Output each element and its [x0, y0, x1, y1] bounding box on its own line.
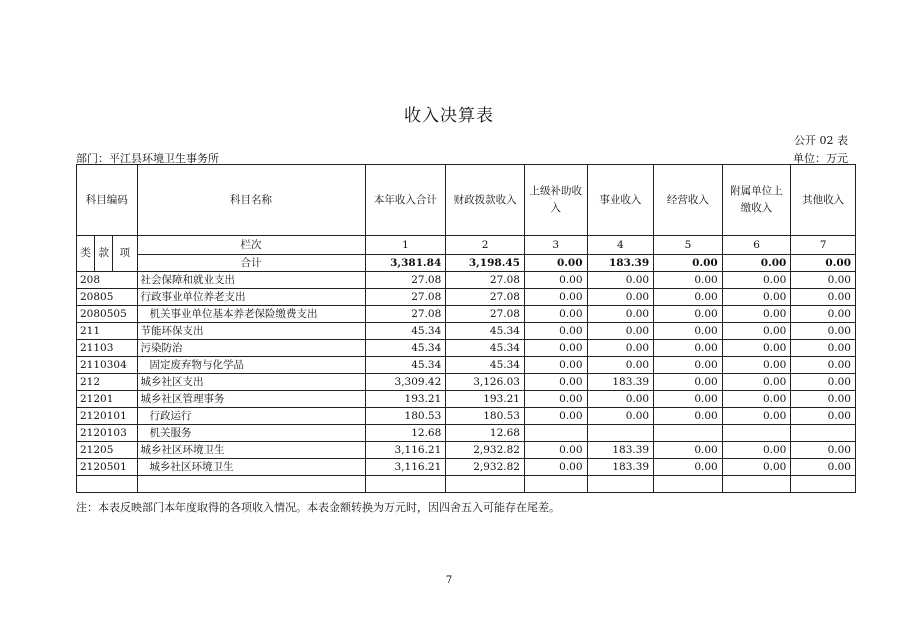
- amount-cell: 0.00: [791, 357, 856, 374]
- amount-cell: 0.00: [654, 289, 723, 306]
- amount-cell: 3,126.03: [446, 374, 525, 391]
- amount-cell: 0.00: [587, 289, 654, 306]
- subject-code: 2120101: [77, 408, 138, 425]
- header-fiscal: 财政拨款收入: [446, 165, 525, 236]
- amount-cell: 0.00: [722, 357, 791, 374]
- amount-cell: 45.34: [365, 323, 446, 340]
- amount-cell: 0.00: [524, 272, 587, 289]
- amount-cell: 0.00: [587, 340, 654, 357]
- amount-cell: 45.34: [446, 357, 525, 374]
- subject-code: 212: [77, 374, 138, 391]
- table-row: [77, 306, 856, 323]
- total-value: 0.00: [722, 255, 791, 272]
- amount-cell: [722, 425, 791, 442]
- subject-code: 211: [77, 323, 138, 340]
- amount-cell: 0.00: [791, 272, 856, 289]
- sub-header-lei: 类: [77, 236, 95, 272]
- amount-cell: 0.00: [654, 306, 723, 323]
- amount-cell: 0.00: [791, 289, 856, 306]
- amount-cell: 0.00: [587, 272, 654, 289]
- amount-cell: [524, 476, 587, 493]
- amount-cell: [722, 476, 791, 493]
- amount-cell: [365, 476, 446, 493]
- amount-cell: 27.08: [365, 306, 446, 323]
- amount-cell: 0.00: [722, 391, 791, 408]
- amount-cell: 45.34: [365, 340, 446, 357]
- total-value: 0.00: [791, 255, 856, 272]
- subject-name: 城乡社区环境卫生: [137, 459, 365, 476]
- amount-cell: 0.00: [722, 442, 791, 459]
- header-total: 本年收入合计: [365, 165, 446, 236]
- amount-cell: 0.00: [587, 357, 654, 374]
- amount-cell: [654, 425, 723, 442]
- amount-cell: 0.00: [791, 323, 856, 340]
- amount-cell: 0.00: [722, 408, 791, 425]
- column-number: 3: [524, 236, 587, 255]
- amount-cell: 0.00: [524, 289, 587, 306]
- amount-cell: 0.00: [654, 408, 723, 425]
- table-row: [77, 391, 856, 408]
- subject-code: [77, 476, 138, 493]
- header-code: 科目编码: [77, 165, 138, 236]
- amount-cell: 0.00: [524, 442, 587, 459]
- column-number: 7: [791, 236, 856, 255]
- total-value: 3,198.45: [446, 255, 525, 272]
- amount-cell: 0.00: [722, 374, 791, 391]
- sub-header-xiang: 项: [113, 236, 137, 272]
- column-number: 5: [654, 236, 723, 255]
- table-row: [77, 442, 856, 459]
- subject-code: 208: [77, 272, 138, 289]
- amount-cell: 0.00: [524, 340, 587, 357]
- header-operating: 经营收入: [654, 165, 723, 236]
- subject-name: 社会保障和就业支出: [137, 272, 365, 289]
- table-row: [77, 476, 856, 493]
- page-title: 收入决算表: [404, 106, 494, 126]
- total-value: 0.00: [524, 255, 587, 272]
- form-code: 公开 02 表: [794, 134, 848, 147]
- amount-cell: 0.00: [587, 408, 654, 425]
- amount-cell: 3,116.21: [365, 442, 446, 459]
- amount-cell: [791, 425, 856, 442]
- amount-cell: 0.00: [524, 357, 587, 374]
- amount-cell: 0.00: [587, 391, 654, 408]
- amount-cell: 0.00: [791, 459, 856, 476]
- sub-header-kuan: 款: [95, 236, 113, 272]
- amount-cell: 27.08: [365, 289, 446, 306]
- amount-cell: 0.00: [654, 272, 723, 289]
- header-name: 科目名称: [137, 165, 365, 236]
- subject-code: 21103: [77, 340, 138, 357]
- amount-cell: [524, 425, 587, 442]
- amount-cell: 0.00: [791, 306, 856, 323]
- header-business: 事业收入: [587, 165, 654, 236]
- amount-cell: [791, 476, 856, 493]
- amount-cell: 0.00: [587, 323, 654, 340]
- header-other: 其他收入: [791, 165, 856, 236]
- amount-cell: 183.39: [587, 374, 654, 391]
- amount-cell: 27.08: [446, 306, 525, 323]
- amount-cell: 193.21: [365, 391, 446, 408]
- subject-code: 2120501: [77, 459, 138, 476]
- amount-cell: 0.00: [791, 391, 856, 408]
- lanci-label: 栏次: [137, 236, 365, 255]
- subject-code: 21201: [77, 391, 138, 408]
- column-number: 1: [365, 236, 446, 255]
- header-row: [77, 165, 856, 236]
- amount-cell: 45.34: [365, 357, 446, 374]
- column-number: 6: [722, 236, 791, 255]
- amount-cell: 0.00: [524, 408, 587, 425]
- total-value: 0.00: [654, 255, 723, 272]
- amount-cell: 183.39: [587, 459, 654, 476]
- subject-name: 城乡社区环境卫生: [137, 442, 365, 459]
- table-row: [77, 425, 856, 442]
- table-row: [77, 459, 856, 476]
- amount-cell: [654, 476, 723, 493]
- total-value: 183.39: [587, 255, 654, 272]
- department-label: 部门：平江县环境卫生事务所: [76, 152, 219, 165]
- amount-cell: 45.34: [446, 340, 525, 357]
- amount-cell: 0.00: [654, 391, 723, 408]
- amount-cell: 0.00: [654, 340, 723, 357]
- amount-cell: 0.00: [524, 323, 587, 340]
- subject-code: 21205: [77, 442, 138, 459]
- amount-cell: 2,932.82: [446, 459, 525, 476]
- page-number: 7: [445, 575, 453, 586]
- amount-cell: [587, 425, 654, 442]
- column-number: 4: [587, 236, 654, 255]
- amount-cell: 0.00: [791, 340, 856, 357]
- total-value: 3,381.84: [365, 255, 446, 272]
- subject-code: 20805: [77, 289, 138, 306]
- amount-cell: 0.00: [791, 442, 856, 459]
- amount-cell: 0.00: [654, 459, 723, 476]
- amount-cell: 0.00: [654, 442, 723, 459]
- amount-cell: 3,116.21: [365, 459, 446, 476]
- amount-cell: 3,309.42: [365, 374, 446, 391]
- amount-cell: 183.39: [587, 442, 654, 459]
- amount-cell: 0.00: [587, 306, 654, 323]
- amount-cell: 0.00: [791, 408, 856, 425]
- total-label: 合计: [137, 255, 365, 272]
- amount-cell: 0.00: [524, 306, 587, 323]
- subject-name: 固定废弃物与化学品: [137, 357, 365, 374]
- amount-cell: 0.00: [722, 340, 791, 357]
- table-row: [77, 374, 856, 391]
- column-number-row: [77, 236, 856, 255]
- table-row: [77, 340, 856, 357]
- subject-code: 2110304: [77, 357, 138, 374]
- table-row: [77, 272, 856, 289]
- footnote: 注：本表反映部门本年度取得的各项收入情况。本表金额转换为万元时，因四舍五入可能存在尾差。: [76, 501, 560, 514]
- table-row: [77, 289, 856, 306]
- amount-cell: 193.21: [446, 391, 525, 408]
- total-row: [77, 255, 856, 272]
- subject-code: 2080505: [77, 306, 138, 323]
- amount-cell: 0.00: [524, 459, 587, 476]
- amount-cell: [446, 476, 525, 493]
- subject-name: 城乡社区管理事务: [137, 391, 365, 408]
- amount-cell: 45.34: [446, 323, 525, 340]
- amount-cell: 27.08: [365, 272, 446, 289]
- table-row: [77, 323, 856, 340]
- header-affiliated: 附属单位上缴收入: [722, 165, 791, 236]
- header-superior: 上级补助收入: [524, 165, 587, 236]
- amount-cell: [587, 476, 654, 493]
- subject-name: 机关事业单位基本养老保险缴费支出: [137, 306, 365, 323]
- amount-cell: 180.53: [365, 408, 446, 425]
- subject-name: [137, 476, 365, 493]
- amount-cell: 0.00: [722, 459, 791, 476]
- subject-name: 城乡社区支出: [137, 374, 365, 391]
- amount-cell: 180.53: [446, 408, 525, 425]
- subject-name: 机关服务: [137, 425, 365, 442]
- subject-name: 污染防治: [137, 340, 365, 357]
- subject-code: 2120103: [77, 425, 138, 442]
- amount-cell: 0.00: [722, 306, 791, 323]
- amount-cell: 0.00: [722, 272, 791, 289]
- amount-cell: 0.00: [524, 374, 587, 391]
- table-row: [77, 357, 856, 374]
- amount-cell: 2,932.82: [446, 442, 525, 459]
- unit-label: 单位：万元: [793, 152, 848, 165]
- amount-cell: 27.08: [446, 272, 525, 289]
- table-row: [77, 408, 856, 425]
- amount-cell: 0.00: [654, 357, 723, 374]
- amount-cell: 27.08: [446, 289, 525, 306]
- amount-cell: 0.00: [654, 374, 723, 391]
- amount-cell: 12.68: [446, 425, 525, 442]
- amount-cell: 0.00: [791, 374, 856, 391]
- amount-cell: 0.00: [722, 289, 791, 306]
- subject-name: 节能环保支出: [137, 323, 365, 340]
- subject-name: 行政运行: [137, 408, 365, 425]
- income-table: [76, 164, 856, 493]
- subject-name: 行政事业单位养老支出: [137, 289, 365, 306]
- amount-cell: 12.68: [365, 425, 446, 442]
- amount-cell: 0.00: [654, 323, 723, 340]
- amount-cell: 0.00: [722, 323, 791, 340]
- amount-cell: 0.00: [524, 391, 587, 408]
- column-number: 2: [446, 236, 525, 255]
